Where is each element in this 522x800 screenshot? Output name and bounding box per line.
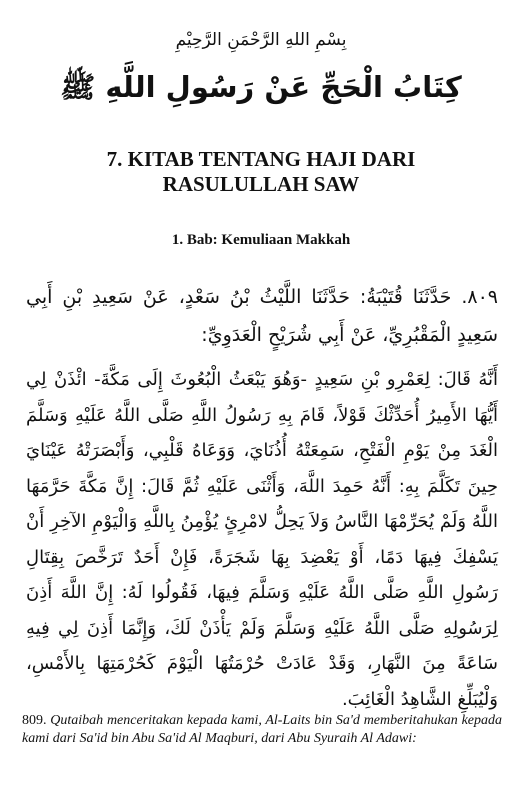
kitab-title-arabic: كِتَابُ الْحَجِّ عَنْ رَسُولِ اللَّهِ ﷺ xyxy=(60,70,462,104)
translation-text: Qutaibah menceritakan kepada kami, Al-Laits bin Sa'd memberitahukan kepada kami dari Sa'id bin Abu Sa'id Al Maqburi, dari Abu Syuraih Al Adawi: xyxy=(22,713,502,746)
chapter-title xyxy=(0,147,522,197)
bab-title: 1. Bab: Kemuliaan Makkah xyxy=(171,232,351,248)
chapter-title-line2: RASULULLAH SAW xyxy=(162,172,360,196)
chapter-title-line1: 7. KITAB TENTANG HAJI DARI xyxy=(106,147,416,171)
hadith-number: 809. xyxy=(22,713,47,728)
hadith-matn: أَنَّهُ قَالَ: لِعَمْرِو بْنِ سَعِيدٍ -وَهُوَ يَبْعَثُ الْبُعُوثَ إِلَى مَكَّةَ- ائْذَنْ لِي أَيُّهَا الأَمِيرُ أُحَدِّثْكَ قَوْلاً، قَامَ بِهِ رَسُولُ اللَّهِ صَلَّى اللَّهُ عَلَيْهِ وَسَلَّمَ الْغَدَ مِنْ يَوْمِ الْفَتْحِ، سَمِعَتْهُ أُذُنَايَ، وَوَعَاهُ قَلْبِي، وَأَبْصَرَتْهُ عَيْنَايَ حِينَ تَكَلَّمَ بِهِ: أَنَّهُ حَمِدَ اللَّهَ، وَأَثْنَى عَلَيْهِ ثُمَّ قَالَ: إِنَّ مَكَّةَ حَرَّمَهَا اللَّهُ وَلَمْ يُحَرِّمْهَا النَّاسُ وَلاَ يَحِلُّ لامْرِئٍ يُؤْمِنُ بِاللَّهِ وَالْيَوْمِ الآخِرِ أَنْ يَسْفِكَ فِيهَا دَمًا، أَوْ يَعْضِدَ بِهَا شَجَرَةً، فَإِنْ أَحَدٌ تَرَخَّصَ بِقِتَالِ رَسُولِ اللَّهِ صَلَّى اللَّهُ عَلَيْهِ وَسَلَّمَ فِيهَا، فَقُولُوا لَهُ: إِنَّ اللَّهَ أَذِنَ لِرَسُولِهِ صَلَّى اللَّهُ عَلَيْهِ وَسَلَّمَ وَلَمْ يَأْذَنْ لَكَ، وَإِنَّمَا أَذِنَ لِي فِيهِ سَاعَةً مِنَ النَّهَارِ، وَقَدْ عَادَتْ حُرْمَتُهَا الْيَوْمَ كَحُرْمَتِهَا بِالأَمْسِ، وَلْيُبَلِّغِ الشَّاهِدُ الْغَائِبَ. xyxy=(26,369,498,710)
basmala: بِسْمِ اللهِ الرَّحْمَنِ الرَّحِيْمِ xyxy=(175,30,347,50)
hadith-translation xyxy=(22,712,502,748)
hadith-isnad: ٨٠٩. حَدَّثَنَا قُتَيْبَةُ: حَدَّثَنَا اللَّيْثُ بْنُ سَعْدٍ، عَنْ سَعِيدِ بْنِ أَبِي سَعِيدٍ الْمَقْبُرِيِّ، عَنْ أَبِي شُرَيْحٍ الْعَدَوِيِّ: xyxy=(26,286,498,346)
